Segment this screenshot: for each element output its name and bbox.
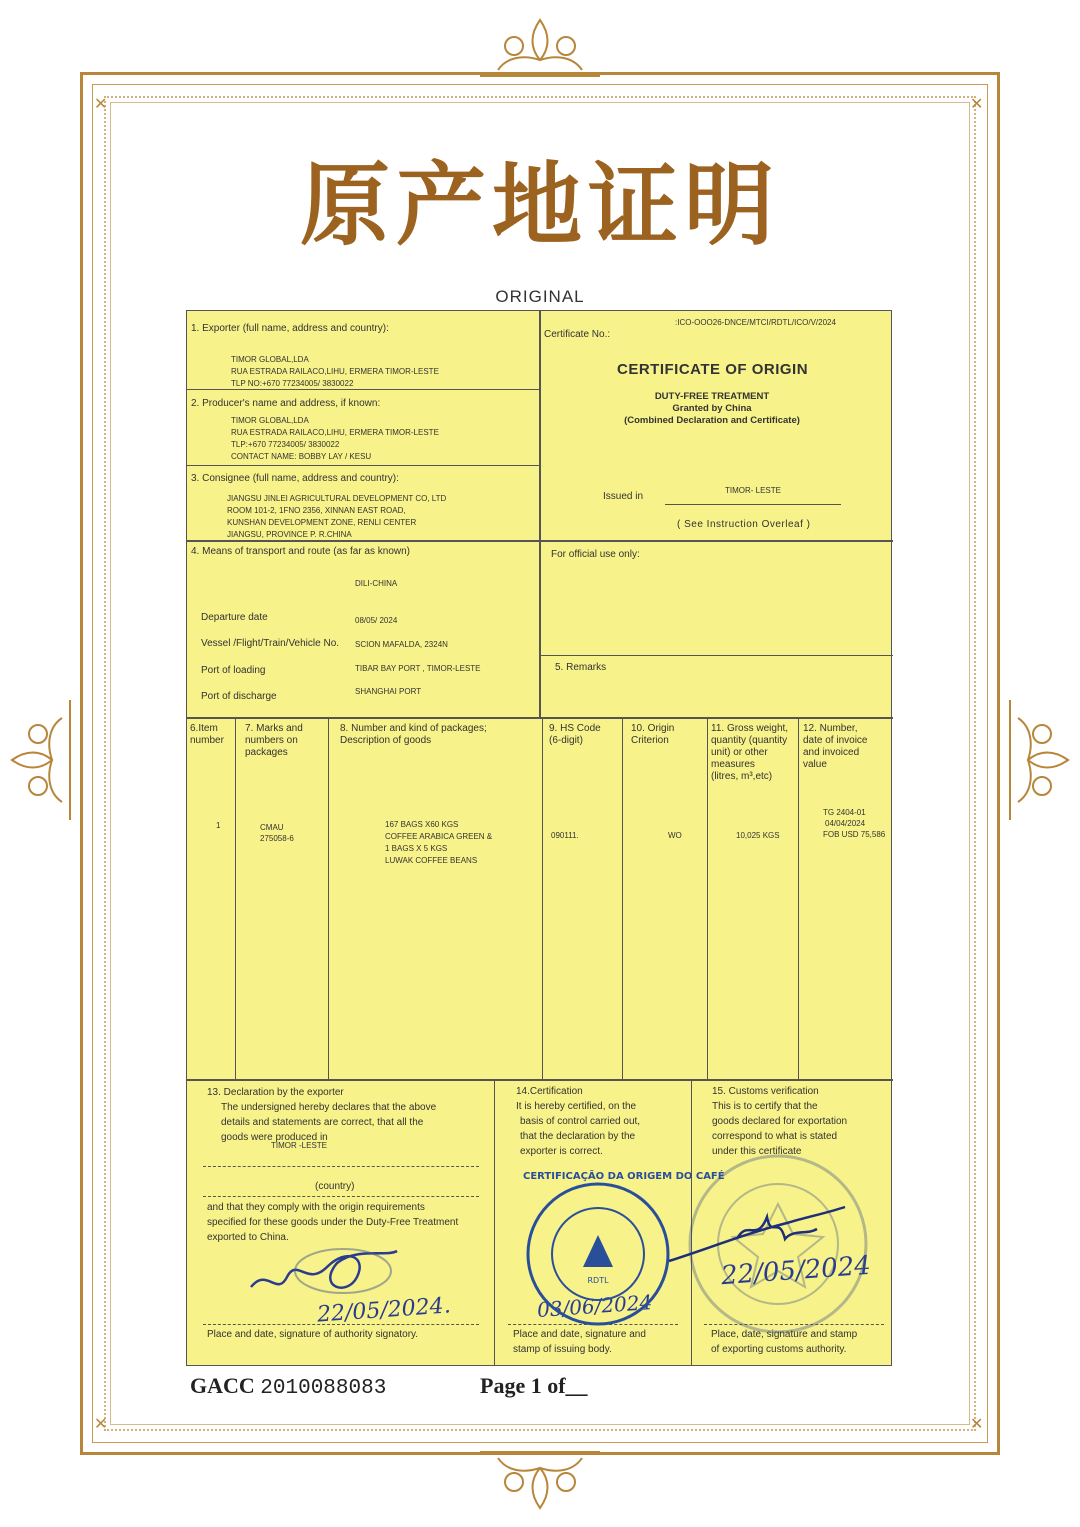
corner-ornament-icon: ✕ [970, 96, 984, 113]
certification-footer: stamp of issuing body. [513, 1344, 612, 1355]
column-header-hs: 9. HS Code [549, 723, 601, 734]
vessel-label: Vessel /Flight/Train/Vehicle No. [201, 638, 340, 649]
column-header-description: 8. Number and kind of packages; [340, 723, 487, 734]
certification-footer: Place and date, signature and [513, 1329, 646, 1340]
declaration-title: 13. Declaration by the exporter [207, 1087, 344, 1098]
column-header-item: number [190, 735, 224, 746]
issued-in-label: Issued in [603, 491, 644, 502]
customs-footer: of exporting customs authority. [711, 1344, 847, 1355]
declaration-text: and that they comply with the origin requirements [207, 1202, 425, 1213]
column-header-invoice: date of invoice [803, 735, 868, 746]
goods-criterion: WO [668, 831, 682, 840]
gacc-digits: 2010088083 [260, 1377, 387, 1400]
exporter-label: 1. Exporter (full name, address and country): [191, 323, 389, 334]
declaration-footer: Place and date, signature of authority signatory. [207, 1329, 419, 1340]
bottom-ornament-icon [470, 1444, 610, 1514]
declaration-country: TIMOR -LESTE [271, 1141, 328, 1150]
exporter-line: RUA ESTRADA RAILACO,LIHU, ERMERA TIMOR-LESTE [231, 367, 439, 376]
consignee-line: KUNSHAN DEVELOPMENT ZONE, RENLI CENTER [227, 518, 417, 527]
customs-text: correspond to what is stated [712, 1131, 838, 1142]
certification-text: exporter is correct. [520, 1146, 603, 1157]
customs-text: under this certificate [712, 1146, 802, 1157]
discharge-value: SHANGHAI PORT [355, 687, 422, 696]
gacc-prefix: GACC [190, 1373, 255, 1398]
declaration-text: goods were produced in [221, 1132, 328, 1143]
departure-label: Departure date [201, 612, 268, 623]
certificate-title: CERTIFICATE OF ORIGIN [617, 361, 809, 378]
goods-description: 167 BAGS X60 KGS [385, 820, 459, 829]
loading-value: TIBAR BAY PORT , TIMOR-LESTE [355, 664, 481, 673]
goods-marks: 275058-6 [260, 834, 294, 843]
column-header-weight: quantity (quantity [711, 735, 788, 746]
consignee-label: 3. Consignee (full name, address and country): [191, 473, 399, 484]
corner-ornament-icon: ✕ [94, 96, 108, 113]
certificate-subtitle: DUTY-FREE TREATMENT [654, 391, 770, 402]
right-ornament-icon [1004, 690, 1074, 830]
goods-item-number: 1 [216, 821, 221, 830]
gacc-number [190, 1373, 386, 1400]
consignee-line: JIANGSU, PROVINCE P. R.CHINA [227, 530, 352, 539]
stamp-center-text: RDTL [587, 1276, 609, 1285]
handwritten-date: 03/06/2024 [536, 1290, 653, 1322]
goods-description: LUWAK COFFEE BEANS [385, 856, 478, 865]
stamp-ring-text: CERTIFICAÇÃO DA ORIGEM DO CAFÉ [523, 1171, 725, 1182]
exporter-signature-icon [247, 1227, 427, 1307]
declaration-text: specified for these goods under the Duty-Free Treatment [207, 1217, 459, 1228]
instruction-note: ( See Instruction Overleaf ) [677, 519, 811, 530]
transport-label: 4. Means of transport and route (as far as known) [191, 546, 410, 557]
customs-footer: Place, date, signature and stamp [711, 1329, 858, 1340]
certification-title: 14.Certification [516, 1086, 583, 1097]
column-header-weight: (litres, m³,etc) [711, 771, 773, 782]
corner-ornament-icon: ✕ [970, 1416, 984, 1433]
page-indicator: Page 1 of__ [480, 1373, 588, 1398]
column-header-criterion: 10. Origin [631, 723, 675, 734]
goods-hs-code: 090111. [551, 831, 579, 840]
certificate-number: :ICO-OOO26-DNCE/MTCI/RDTL/ICO/V/2024 [675, 318, 836, 327]
left-ornament-icon [6, 690, 76, 830]
departure-value: 08/05/ 2024 [355, 616, 398, 625]
remarks-label: 5. Remarks [555, 662, 607, 673]
column-header-invoice: and invoiced [803, 747, 860, 758]
certification-text: It is hereby certified, on the [516, 1101, 637, 1112]
declaration-text: exported to China. [207, 1232, 289, 1243]
exporter-line: TLP NO:+670 77234005/ 3830022 [231, 379, 354, 388]
official-use-label: For official use only: [551, 549, 640, 560]
consignee-line: JIANGSU JINLEI AGRICULTURAL DEVELOPMENT CO, LTD [227, 494, 447, 503]
column-header-description: Description of goods [340, 735, 432, 746]
column-header-item: 6.Item [190, 723, 218, 734]
goods-description: COFFEE ARABICA GREEN & [385, 832, 493, 841]
goods-weight: 10,025 KGS [736, 831, 780, 840]
transport-route: DILI-CHINA [355, 579, 398, 588]
producer-line: TIMOR GLOBAL,LDA [231, 416, 309, 425]
page-title: 原产地证明 [300, 153, 780, 258]
customs-text: goods declared for exportation [712, 1116, 848, 1127]
goods-invoice: 04/04/2024 [825, 819, 866, 828]
column-header-marks: numbers on [245, 735, 298, 746]
certificate-subtitle: Granted by China [672, 403, 752, 414]
handwritten-date: 22/05/2024. [316, 1293, 452, 1328]
column-header-hs: (6-digit) [549, 735, 583, 746]
column-header-invoice: value [803, 759, 827, 770]
certification-text: that the declaration by the [520, 1131, 636, 1142]
consignee-line: ROOM 101-2, 1FNO 2356, XINNAN EAST ROAD, [227, 506, 406, 515]
column-header-weight: 11. Gross weight, [711, 723, 789, 734]
loading-label: Port of loading [201, 665, 266, 676]
goods-invoice: FOB USD 75,586 [823, 830, 886, 839]
corner-ornament-icon: ✕ [94, 1416, 108, 1433]
declaration-text: The undersigned hereby declares that the above [221, 1102, 437, 1113]
top-ornament-icon [470, 14, 610, 84]
producer-label: 2. Producer's name and address, if known: [191, 398, 381, 409]
declaration-text: details and statements are correct, that all the [221, 1117, 424, 1128]
customs-title: 15. Customs verification [712, 1086, 819, 1097]
goods-description: 1 BAGS X 5 KGS [385, 844, 448, 853]
certification-text: basis of control carried out, [520, 1116, 641, 1127]
producer-line: CONTACT NAME: BOBBY LAY / KESU [231, 452, 372, 461]
certificate-sheet [186, 310, 892, 1366]
certification-stamp-icon [523, 1171, 725, 1329]
column-header-criterion: Criterion [631, 735, 669, 746]
goods-invoice: TG 2404-01 [823, 808, 866, 817]
customs-signature-icon [667, 1199, 847, 1269]
column-header-marks: 7. Marks and [245, 723, 303, 734]
column-header-weight: unit) or other [711, 747, 768, 758]
goods-marks: CMAU [260, 823, 284, 832]
producer-line: TLP:+670 77234005/ 3830022 [231, 440, 340, 449]
customs-text: This is to certify that the [712, 1101, 818, 1112]
handwritten-date: 22/05/2024 [720, 1250, 872, 1292]
certificate-number-label: Certificate No.: [544, 329, 611, 340]
discharge-label: Port of discharge [201, 691, 277, 702]
country-label: (country) [315, 1181, 355, 1192]
vessel-value: SCION MAFALDA, 2324N [355, 640, 448, 649]
copy-label: ORIGINAL [495, 287, 585, 306]
column-header-marks: packages [245, 747, 288, 758]
certificate-subtitle: (Combined Declaration and Certificate) [624, 415, 800, 426]
column-header-invoice: 12. Number, [803, 723, 858, 734]
column-header-weight: measures [711, 759, 755, 770]
issued-in-value: TIMOR- LESTE [724, 486, 781, 495]
producer-line: RUA ESTRADA RAILACO,LIHU, ERMERA TIMOR-LESTE [231, 428, 439, 437]
exporter-line: TIMOR GLOBAL,LDA [231, 355, 309, 364]
